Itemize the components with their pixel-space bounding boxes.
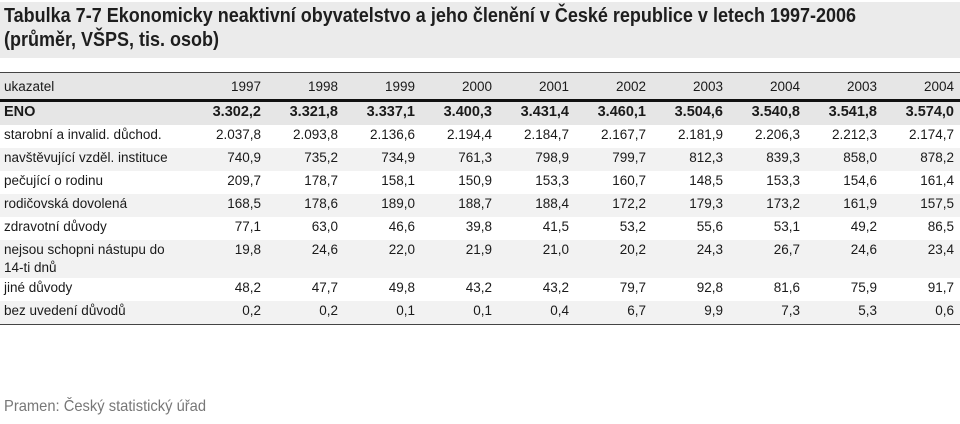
table-cell: 63,0 (311, 219, 338, 234)
table-row (0, 148, 960, 171)
table-cell: 92,8 (696, 280, 723, 295)
row-label: nejsou schopni nástupu do 14-ti dnů (4, 242, 165, 275)
table-cell: 2.174,7 (908, 127, 954, 142)
table-cell: 22,0 (388, 242, 415, 257)
table-cell: 799,7 (612, 150, 646, 165)
table-cell: 3.504,6 (674, 104, 723, 120)
table-cell: 53,2 (619, 219, 646, 234)
table-cell: 5,3 (858, 303, 877, 318)
table-row (0, 278, 960, 301)
table-cell: 2.136,6 (369, 127, 415, 142)
table-row (0, 301, 960, 325)
table-cell: 150,9 (458, 173, 492, 188)
table-cell: 0,2 (319, 303, 338, 318)
table-cell: 19,8 (234, 242, 261, 257)
table-cell: 161,4 (920, 173, 954, 188)
table-cell: 9,9 (704, 303, 723, 318)
table-cell: 26,7 (773, 242, 800, 257)
table-cell: 21,0 (542, 242, 569, 257)
table-cell: 160,7 (612, 173, 646, 188)
title-line-1: Tabulka 7-7 Ekonomicky neaktivní obyvatelstvo a jeho členění v České republice v letech 1997-2006 (4, 5, 857, 27)
column-header-year: 2004 (923, 78, 954, 94)
table-cell: 43,2 (465, 280, 492, 295)
table-cell: 3.302,2 (212, 104, 261, 120)
table-cell: 53,1 (773, 219, 800, 234)
row-label: pečující o rodinu (4, 173, 104, 188)
table-cell: 3.400,3 (443, 104, 492, 120)
table-cell: 48,2 (234, 280, 261, 295)
table-cell: 20,2 (619, 242, 646, 257)
table-cell: 24,6 (311, 242, 338, 257)
row-label: starobní a invalid. důchod. (4, 127, 162, 142)
table-row (0, 171, 960, 194)
table-cell: 3.574,0 (905, 104, 954, 120)
table-row (0, 217, 960, 240)
table-cell: 168,5 (227, 196, 261, 211)
row-label: zdravotní důvody (4, 219, 107, 234)
table-cell: 2.184,7 (523, 127, 569, 142)
table-cell: 3.337,1 (366, 104, 415, 120)
table-cell: 2.212,3 (831, 127, 877, 142)
table-cell: 0,1 (396, 303, 415, 318)
table-cell: 6,7 (627, 303, 646, 318)
table-cell: 209,7 (227, 173, 261, 188)
table-title (4, 4, 856, 52)
table-cell: 178,6 (304, 196, 338, 211)
table-cell: 24,6 (850, 242, 877, 257)
table-cell: 153,3 (766, 173, 800, 188)
column-header-year: 2002 (615, 78, 646, 94)
row-label: ENO (4, 104, 36, 120)
table-cell: 77,1 (234, 219, 261, 234)
table-cell: 75,9 (850, 280, 877, 295)
table-cell: 734,9 (381, 150, 415, 165)
table-cell: 2.167,7 (600, 127, 646, 142)
table-cell: 3.431,4 (520, 104, 569, 120)
column-header-label: ukazatel (4, 78, 55, 94)
table-cell: 43,2 (542, 280, 569, 295)
table-body (0, 101, 960, 325)
table-cell: 172,2 (612, 196, 646, 211)
table-cell: 157,5 (920, 196, 954, 211)
table-row (0, 101, 960, 126)
table-cell: 3.540,8 (751, 104, 800, 120)
table-cell: 2.206,3 (754, 127, 800, 142)
table-cell: 161,9 (843, 196, 877, 211)
table-cell: 24,3 (696, 242, 723, 257)
title-line-2: (průměr, VŠPS, tis. osob) (4, 29, 220, 51)
table-cell: 0,2 (242, 303, 261, 318)
table-cell: 7,3 (781, 303, 800, 318)
row-label: bez uvedení důvodů (4, 303, 126, 318)
table-cell: 2.194,4 (446, 127, 492, 142)
column-header-year: 2003 (846, 78, 877, 94)
table-cell: 878,2 (920, 150, 954, 165)
table-cell: 839,3 (766, 150, 800, 165)
table-cell: 46,6 (388, 219, 415, 234)
table-cell: 55,6 (696, 219, 723, 234)
table-cell: 188,7 (458, 196, 492, 211)
column-header-year: 1997 (230, 78, 261, 94)
source-note: Pramen: Český statistický úřad (4, 398, 207, 415)
table-cell: 858,0 (843, 150, 877, 165)
table-cell: 188,4 (535, 196, 569, 211)
row-label: rodičovská dovolená (4, 196, 128, 211)
row-label: jiné důvody (4, 280, 73, 295)
table-cell: 761,3 (458, 150, 492, 165)
table-cell: 39,8 (465, 219, 492, 234)
header-row (0, 73, 960, 101)
table-cell: 49,8 (388, 280, 415, 295)
row-label: navštěvující vzděl. instituce (4, 150, 168, 165)
table-cell: 3.460,1 (597, 104, 646, 120)
table-cell: 86,5 (927, 219, 954, 234)
table-cell: 2.093,8 (292, 127, 338, 142)
table-row (0, 240, 960, 278)
column-header-year: 2003 (692, 78, 723, 94)
table-cell: 91,7 (927, 280, 954, 295)
column-header-year: 2001 (538, 78, 569, 94)
table-cell: 173,2 (766, 196, 800, 211)
table-cell: 41,5 (542, 219, 569, 234)
table-cell: 0,6 (935, 303, 954, 318)
table-cell: 153,3 (535, 173, 569, 188)
table-cell: 154,6 (843, 173, 877, 188)
table-cell: 49,2 (850, 219, 877, 234)
column-header-year: 2004 (769, 78, 800, 94)
table-cell: 158,1 (381, 173, 415, 188)
table-row (0, 125, 960, 148)
table-cell: 740,9 (227, 150, 261, 165)
table-cell: 23,4 (927, 242, 954, 257)
table-cell: 2.181,9 (677, 127, 723, 142)
table-cell: 47,7 (311, 280, 338, 295)
column-header-year: 1999 (384, 78, 415, 94)
table-cell: 3.541,8 (828, 104, 877, 120)
table-cell: 798,9 (535, 150, 569, 165)
table-cell: 0,4 (550, 303, 569, 318)
table-cell: 178,7 (304, 173, 338, 188)
table-cell: 0,1 (473, 303, 492, 318)
table-cell: 3.321,8 (289, 104, 338, 120)
table-cell: 2.037,8 (215, 127, 261, 142)
table-cell: 148,5 (689, 173, 723, 188)
column-header-year: 2000 (461, 78, 492, 94)
table-cell: 179,3 (689, 196, 723, 211)
table-cell: 21,9 (465, 242, 492, 257)
table-cell: 189,0 (381, 196, 415, 211)
statistics-table (0, 72, 960, 325)
table-cell: 735,2 (304, 150, 338, 165)
column-header-year: 1998 (307, 78, 338, 94)
table-cell: 81,6 (773, 280, 800, 295)
table-cell: 79,7 (619, 280, 646, 295)
table-cell: 812,3 (689, 150, 723, 165)
table-row (0, 194, 960, 217)
